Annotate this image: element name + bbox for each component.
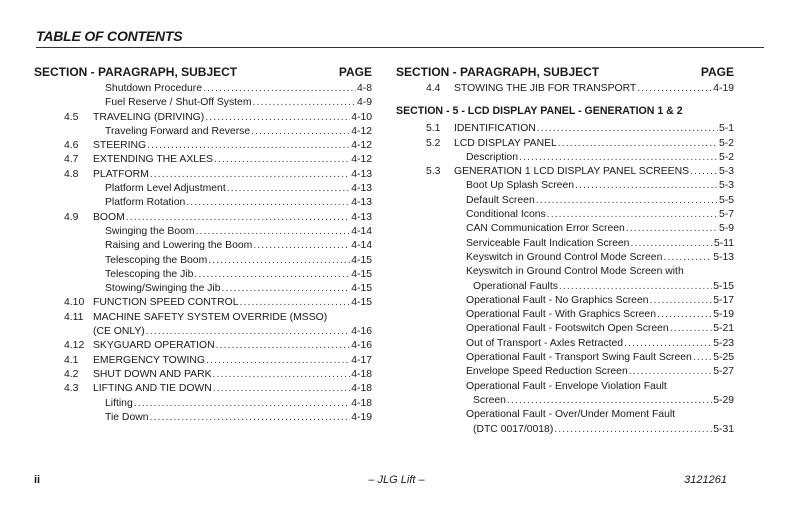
toc-entry-title: Shutdown Procedure: [105, 83, 203, 94]
toc-entry-number: 5.3: [426, 166, 441, 178]
toc-entry[interactable]: [34, 325, 372, 339]
toc-entry-page: 4-18: [351, 383, 372, 395]
dot-leader: [253, 239, 350, 253]
toc-entry-title: Default Screen: [466, 194, 535, 206]
toc-entry-body: [105, 239, 372, 253]
toc-entry-page: 4-18: [351, 397, 372, 409]
toc-entry-body: [466, 222, 734, 236]
toc-entry-page: 4-17: [351, 354, 372, 366]
dot-leader: [558, 137, 718, 151]
toc-entry-number: 5.2: [426, 137, 441, 149]
toc-entry-title: Platform Rotation: [105, 197, 186, 209]
dot-leader: [150, 168, 350, 182]
toc-entry[interactable]: [396, 165, 734, 179]
toc-entry-title: Description: [466, 151, 518, 163]
toc-entry-page: 4-13: [351, 211, 372, 223]
toc-entry-title: Operational Fault - With Graphics Screen: [466, 309, 656, 321]
toc-entry-title: Keyswitch in Ground Control Mode Screen with: [466, 266, 684, 278]
dot-leader: [194, 268, 350, 282]
dot-leader: [559, 280, 712, 294]
toc-entry-body: [93, 339, 372, 353]
toc-entry-body: [454, 165, 734, 179]
dot-leader: [626, 222, 718, 236]
dot-leader: [670, 322, 712, 336]
toc-entry-body: [454, 122, 734, 136]
toc-entry-page: 4-15: [351, 297, 372, 309]
toc-entry-title: EXTENDING THE AXLES: [93, 154, 213, 166]
dot-leader: [547, 208, 718, 222]
dot-leader: [252, 96, 355, 110]
toc-entry[interactable]: [396, 322, 734, 336]
toc-entry[interactable]: [34, 397, 372, 411]
toc-entry[interactable]: [396, 82, 734, 96]
toc-entry-body: [466, 265, 734, 279]
toc-entry-page: 4-15: [351, 254, 372, 266]
toc-entry-title: LCD DISPLAY PANEL: [454, 137, 557, 149]
toc-entry-page: 5-27: [713, 366, 734, 378]
toc-entry-body: [93, 354, 372, 368]
toc-entry-title: SHUT DOWN AND PARK: [93, 368, 212, 380]
toc-column-right: [396, 64, 734, 437]
toc-entry-title: Raising and Lowering the Boom: [105, 240, 253, 252]
toc-entry-page: 4-9: [356, 97, 372, 109]
toc-entry-page: 5-23: [713, 337, 734, 349]
toc-entry[interactable]: [396, 208, 734, 222]
toc-entry-number: 4.7: [64, 154, 79, 166]
toc-entry-body: [466, 380, 734, 394]
toc-entry-body: [105, 82, 372, 96]
toc-entry[interactable]: [34, 96, 372, 110]
toc-entry[interactable]: [34, 354, 372, 368]
toc-entry-body: [93, 382, 372, 396]
toc-entry-body: [454, 82, 734, 96]
toc-entry-page: 5-13: [713, 251, 734, 263]
section-heading: [396, 100, 734, 122]
toc-entry-title: Serviceable Fault Indication Screen: [466, 237, 630, 249]
toc-entry-page: 4-14: [351, 225, 372, 237]
toc-entries: [396, 82, 734, 437]
toc-entry-body: [466, 194, 734, 208]
dot-leader: [575, 179, 718, 193]
footer-center-title: – JLG Lift –: [368, 474, 425, 486]
toc-entry-page: 4-15: [351, 268, 372, 280]
toc-entry[interactable]: [396, 294, 734, 308]
dot-leader: [227, 182, 350, 196]
dot-leader: [239, 296, 350, 310]
toc-entry-number: 5.1: [426, 123, 441, 135]
toc-entry[interactable]: [396, 137, 734, 151]
toc-entry[interactable]: [396, 122, 734, 136]
toc-entry-body: [105, 196, 372, 210]
toc-entry-body: [105, 282, 372, 296]
toc-entry-body: [466, 151, 734, 165]
dot-leader: [519, 151, 718, 165]
toc-entry-title: Operational Fault - Transport Swing Fault Screen: [466, 352, 692, 364]
toc-entry[interactable]: [34, 268, 372, 282]
toc-entry[interactable]: [396, 351, 734, 365]
toc-entry-body: [454, 137, 734, 151]
toc-entry-title: EMERGENCY TOWING: [93, 354, 206, 366]
dot-leader: [554, 423, 712, 437]
toc-entry-title: Out of Transport - Axles Retracted: [466, 337, 624, 349]
column-page-heading: PAGE: [338, 65, 372, 79]
toc-entry-title: (DTC 0017/0018): [473, 423, 554, 435]
dot-leader: [630, 237, 713, 251]
column-header: [396, 64, 734, 82]
dot-leader: [147, 139, 350, 153]
toc-entry-body: [105, 125, 372, 139]
toc-entry[interactable]: [34, 339, 372, 353]
toc-entry[interactable]: [396, 222, 734, 236]
dot-leader: [637, 82, 712, 96]
dot-leader: [693, 351, 712, 365]
toc-entry-page: 5-15: [713, 280, 734, 292]
toc-entry[interactable]: [34, 196, 372, 210]
toc-entry[interactable]: [396, 365, 734, 379]
toc-entry-body: [466, 294, 734, 308]
toc-entry[interactable]: [396, 423, 734, 437]
dot-leader: [507, 394, 712, 408]
dot-leader: [213, 368, 351, 382]
column-header: [34, 64, 372, 82]
toc-entry-body: [466, 308, 734, 322]
toc-entry-body: [105, 96, 372, 110]
toc-entry-page: 5-21: [713, 323, 734, 335]
toc-entry-number: 4.5: [64, 111, 79, 123]
toc-entry[interactable]: [396, 265, 734, 279]
dot-leader: [146, 325, 350, 339]
toc-entry[interactable]: [396, 179, 734, 193]
dot-leader: [624, 337, 712, 351]
toc-entry-title: Swinging the Boom: [105, 225, 195, 237]
toc-entry-title: Operational Fault - Over/Under Moment Fault: [466, 409, 676, 421]
column-page-heading: PAGE: [700, 65, 734, 79]
dot-leader: [206, 354, 350, 368]
toc-entry[interactable]: [34, 382, 372, 396]
toc-entry[interactable]: [396, 151, 734, 165]
toc-entry-number: 4.8: [64, 168, 79, 180]
toc-entry-title: Traveling Forward and Reverse: [105, 125, 251, 137]
toc-entry-page: 5-2: [718, 137, 734, 149]
toc-entry[interactable]: [34, 225, 372, 239]
dot-leader: [208, 254, 350, 268]
toc-entry-page: 4-13: [351, 197, 372, 209]
toc-entry[interactable]: [396, 194, 734, 208]
toc-entry-body: [93, 153, 372, 167]
toc-entry-title: GENERATION 1 LCD DISPLAY PANEL SCREENS: [454, 166, 690, 178]
dot-leader: [650, 294, 713, 308]
toc-entry[interactable]: [396, 394, 734, 408]
toc-entry-body: [466, 337, 734, 351]
toc-entry-page: 5-31: [713, 423, 734, 435]
dot-leader: [203, 82, 356, 96]
toc-entry-title: Screen: [473, 394, 506, 406]
toc-entry-page: 5-1: [718, 123, 734, 135]
toc-entry-page: 5-25: [713, 352, 734, 364]
toc-entry-page: 4-19: [713, 83, 734, 94]
dot-leader: [536, 194, 718, 208]
toc-entry[interactable]: [34, 139, 372, 153]
toc-entry-page: 5-2: [718, 151, 734, 163]
toc-entry-title: Lifting: [105, 397, 133, 409]
toc-entry-title: TRAVELING (DRIVING): [93, 111, 205, 123]
toc-entry-body: [93, 325, 372, 339]
toc-entry-body: [466, 322, 734, 336]
dot-leader: [150, 411, 351, 425]
toc-entry-page: 4-19: [351, 411, 372, 423]
toc-entry-body: [93, 368, 372, 382]
toc-entry-title: Operational Fault - No Graphics Screen: [466, 294, 649, 306]
toc-entry-title: LIFTING AND TIE DOWN: [93, 383, 212, 395]
toc-entry-title: STEERING: [93, 140, 147, 152]
toc-entry-page: 4-13: [351, 183, 372, 195]
toc-entry-number: 4.4: [426, 83, 441, 94]
toc-entry-body: [93, 311, 372, 325]
dot-leader: [657, 308, 712, 322]
toc-entry[interactable]: [34, 111, 372, 125]
toc-entry-body: [105, 254, 372, 268]
toc-entry-title: PLATFORM: [93, 168, 149, 180]
dot-leader: [213, 382, 350, 396]
toc-entry-title: Platform Level Adjustment: [105, 183, 226, 195]
toc-entry-page: 4-16: [351, 340, 372, 352]
toc-entry-body: [466, 365, 734, 379]
toc-entry-title: Conditional Icons: [466, 209, 546, 221]
toc-entry-title: STOWING THE JIB FOR TRANSPORT: [454, 83, 637, 94]
toc-entry-page: 4-12: [351, 154, 372, 166]
toc-entry-number: 4.9: [64, 211, 79, 223]
toc-entry-title: (CE ONLY): [93, 326, 145, 338]
toc-entry-page: 5-5: [718, 194, 734, 206]
toc-entry-body: [466, 408, 734, 422]
toc-entry-title: CAN Communication Error Screen: [466, 223, 625, 235]
toc-entry-title: Operational Faults: [473, 280, 558, 292]
dot-leader: [690, 165, 718, 179]
dot-leader: [663, 251, 712, 265]
toc-entry-body: [466, 251, 734, 265]
footer-page-number: ii: [34, 474, 41, 486]
toc-entry-body: [105, 182, 372, 196]
toc-entry[interactable]: [34, 153, 372, 167]
toc-entry-page: 4-10: [351, 111, 372, 123]
toc-entry[interactable]: [396, 337, 734, 351]
toc-entry[interactable]: [396, 380, 734, 394]
toc-entry-title: Telescoping the Jib: [105, 268, 194, 280]
dot-leader: [629, 365, 712, 379]
dot-leader: [222, 282, 351, 296]
toc-entry[interactable]: [34, 282, 372, 296]
toc-entry-page: 4-12: [351, 125, 372, 137]
toc-entry-body: [93, 139, 372, 153]
toc-entry-body: [473, 394, 734, 408]
toc-entry-number: 4.2: [64, 368, 79, 380]
toc-entry-body: [473, 423, 734, 437]
toc-entry-title: Operational Fault - Footswitch Open Screen: [466, 323, 669, 335]
toc-entry-page: 4-14: [351, 240, 372, 252]
toc-entry-title: Operational Fault - Envelope Violation Fault: [466, 380, 667, 392]
toc-entry[interactable]: [396, 308, 734, 322]
toc-entry[interactable]: [34, 211, 372, 225]
toc-entry-title: Stowing/Swinging the Jib: [105, 283, 221, 295]
title-divider: [36, 47, 764, 48]
toc-entry-page: 4-16: [351, 326, 372, 338]
toc-column-left: [34, 64, 372, 425]
toc-entry-body: [466, 351, 734, 365]
toc-entry[interactable]: [396, 237, 734, 251]
toc-entry-page: 4-13: [351, 168, 372, 180]
toc-entry-title: Keyswitch in Ground Control Mode Screen: [466, 251, 663, 263]
toc-entries: [34, 82, 372, 425]
toc-entry[interactable]: [396, 251, 734, 265]
toc-entry[interactable]: [396, 280, 734, 294]
toc-entry-body: [105, 411, 372, 425]
toc-entry-body: [105, 268, 372, 282]
toc-entry[interactable]: [34, 168, 372, 182]
toc-entry-title: Tie Down: [105, 411, 149, 423]
toc-entry[interactable]: [34, 254, 372, 268]
dot-leader: [186, 196, 350, 210]
toc-entry-page: 4-15: [351, 283, 372, 295]
toc-entry-number: 4.3: [64, 383, 79, 395]
toc-entry-body: [105, 397, 372, 411]
toc-entry-page: 5-11: [713, 237, 734, 249]
column-heading-label: SECTION - PARAGRAPH, SUBJECT: [34, 65, 238, 79]
toc-entry-title: MACHINE SAFETY SYSTEM OVERRIDE (MSSO): [93, 311, 328, 323]
toc-entry-number: 4.10: [64, 297, 85, 309]
dot-leader: [251, 125, 350, 139]
toc-entry-body: [105, 225, 372, 239]
dot-leader: [214, 153, 350, 167]
toc-entry-page: 5-17: [713, 294, 734, 306]
toc-entry-title: FUNCTION SPEED CONTROL: [93, 297, 239, 309]
toc-entry-page: 5-29: [713, 394, 734, 406]
dot-leader: [126, 211, 350, 225]
toc-entry-body: [93, 296, 372, 310]
column-heading-label: SECTION - PARAGRAPH, SUBJECT: [396, 65, 600, 79]
toc-entry[interactable]: [34, 411, 372, 425]
toc-entry[interactable]: [34, 239, 372, 253]
dot-leader: [216, 339, 351, 353]
toc-entry-title: Fuel Reserve / Shut-Off System: [105, 97, 252, 109]
toc-entry-page: 5-19: [713, 309, 734, 321]
toc-entry-page: 4-8: [356, 83, 372, 94]
toc-entry-body: [473, 280, 734, 294]
toc-entry-body: [466, 237, 734, 251]
dot-leader: [196, 225, 351, 239]
toc-entry-number: 4.1: [64, 354, 79, 366]
toc-entry-number: 4.11: [64, 311, 84, 323]
toc-entry-body: [93, 168, 372, 182]
toc-entry-body: [466, 208, 734, 222]
toc-entry[interactable]: [34, 82, 372, 96]
toc-entry-title: Envelope Speed Reduction Screen: [466, 366, 628, 378]
toc-entry[interactable]: [396, 408, 734, 422]
toc-entry-title: SKYGUARD OPERATION: [93, 340, 215, 352]
dot-leader: [205, 111, 350, 125]
toc-entry[interactable]: [34, 125, 372, 139]
toc-entry-title: IDENTIFICATION: [454, 123, 536, 135]
toc-entry-title: Boot Up Splash Screen: [466, 180, 575, 192]
dot-leader: [537, 122, 718, 136]
toc-entry-number: 4.12: [64, 340, 85, 352]
toc-entry-page: 5-3: [718, 166, 734, 178]
page-title: TABLE OF CONTENTS: [36, 28, 183, 44]
toc-entry[interactable]: [34, 182, 372, 196]
toc-entry-page: 4-18: [351, 368, 372, 380]
toc-entry-title: BOOM: [93, 211, 125, 223]
footer-doc-number: 3121261: [684, 474, 727, 486]
toc-entry-number: 4.6: [64, 140, 79, 152]
toc-entry-page: 5-3: [718, 180, 734, 192]
toc-entry-title: Telescoping the Boom: [105, 254, 208, 266]
toc-entry-page: 5-9: [718, 223, 734, 235]
toc-entry[interactable]: [34, 296, 372, 310]
toc-entry-body: [93, 211, 372, 225]
toc-entry-page: 5-7: [718, 209, 734, 221]
dot-leader: [134, 397, 350, 411]
toc-entry-page: 4-12: [351, 140, 372, 152]
toc-entry-body: [466, 179, 734, 193]
toc-entry-body: [93, 111, 372, 125]
section-heading-text: SECTION - 5 - LCD DISPLAY PANEL - GENERATION 1 & 2: [396, 105, 683, 118]
toc-entry[interactable]: [34, 368, 372, 382]
toc-entry[interactable]: [34, 311, 372, 325]
